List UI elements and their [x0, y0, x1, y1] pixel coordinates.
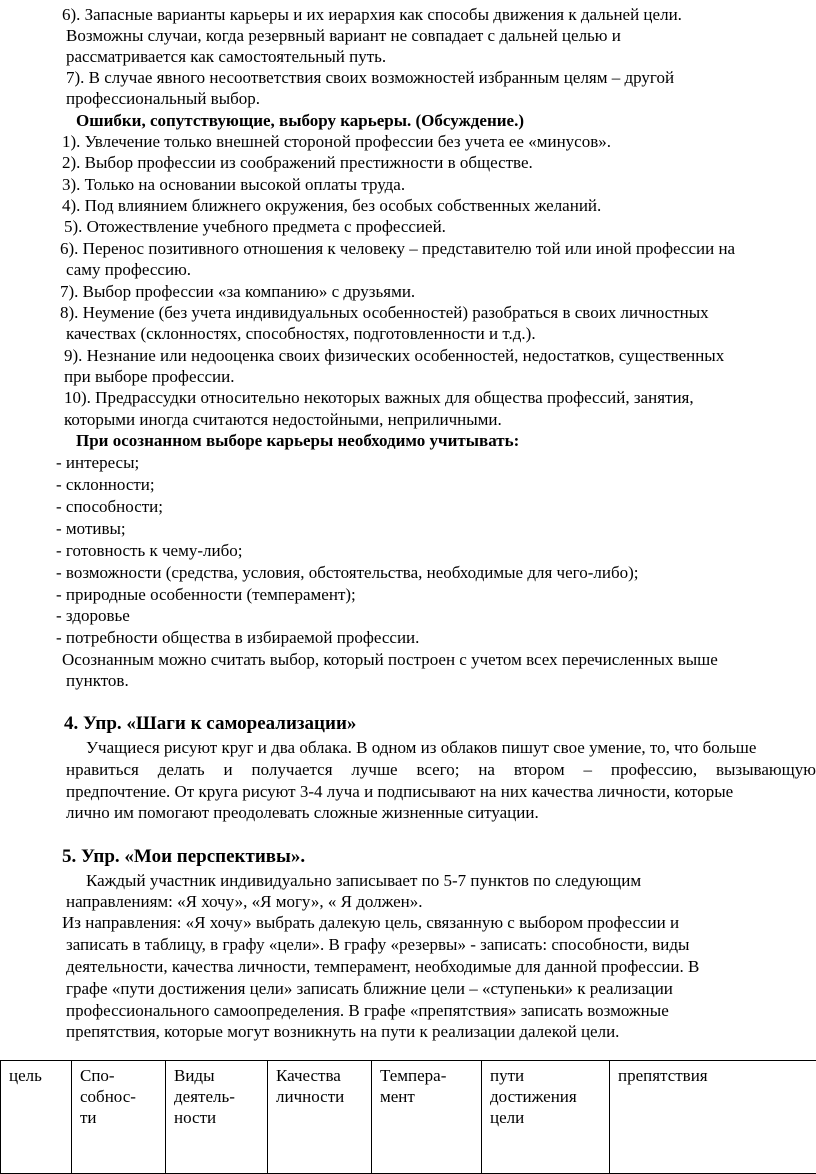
list-item: - природные особенности (темперамент);: [56, 584, 356, 605]
text-line: рассматривается как самостоятельный путь.: [66, 46, 386, 67]
goals-table: [0, 1060, 816, 1174]
list-item: - потребности общества в избираемой профессии.: [56, 627, 419, 648]
word: –: [583, 759, 592, 780]
list-item: 6). Перенос позитивного отношения к человеку – представителю той или иной профессии на: [60, 238, 735, 259]
text-line: предпочтение. От круга рисуют 3-4 луча и подписывают на них качества личности, которые: [66, 781, 733, 802]
text-line: деятельности, качества личности, темперамент, необходимые для данной профессии. В: [66, 956, 699, 977]
list-item: - мотивы;: [56, 518, 126, 539]
text-line: графе «пути достижения цели» записать ближние цели – «ступеньки» к реализации: [66, 978, 673, 999]
table-header-cell: Спо- собнос- ти: [72, 1061, 166, 1174]
exercise-4-heading: 4. Упр. «Шаги к самореализации»: [64, 713, 356, 734]
table-header-cell: Темпера- мент: [372, 1061, 482, 1174]
table-header-row: [1, 1061, 816, 1174]
text-line: лично им помогают преодолевать сложные жизненные ситуации.: [66, 802, 539, 823]
text-line: качествах (склонностях, способностях, подготовленности и т.д.).: [66, 323, 536, 344]
list-item: - готовность к чему-либо;: [56, 540, 242, 561]
text-line: 7). В случае явного несоответствия своих возможностей избранным целям – другой: [66, 67, 674, 88]
text-line: препятствия, которые могут возникнуть на пути к реализации далекой цели.: [66, 1021, 619, 1042]
exercise-5-heading: 5. Упр. «Мои перспективы».: [62, 846, 305, 867]
table-header-cell: цель: [1, 1061, 72, 1174]
list-item: - возможности (средства, условия, обстоятельства, необходимые для чего-либо);: [56, 562, 638, 583]
table-header-cell: Виды деятель- ности: [166, 1061, 268, 1174]
text-line: Возможны случаи, когда резервный вариант не совпадает с дальней целью и: [66, 25, 621, 46]
list-item: - интересы;: [56, 452, 139, 473]
section-heading: При осознанном выборе карьеры необходимо учитывать:: [76, 430, 519, 451]
text-line: Учащиеся рисуют круг и два облака. В одном из облаков пишут свое умение, то, что больше: [86, 737, 756, 758]
word: делать: [158, 759, 205, 780]
text-line: Осознанным можно считать выбор, который построен с учетом всех перечисленных выше: [62, 649, 718, 670]
table-header-cell: препятствия: [610, 1061, 816, 1174]
word: профессию,: [611, 759, 697, 780]
table-header-cell: пути достижения цели: [482, 1061, 610, 1174]
text-line: профессионального самоопределения. В графе «препятствия» записать возможные: [66, 1000, 669, 1021]
list-item: - здоровье: [56, 605, 130, 626]
list-item: - способности;: [56, 496, 163, 517]
text-line: при выборе профессии.: [64, 366, 234, 387]
list-item: 8). Неумение (без учета индивидуальных особенностей) разобраться в своих личностных: [60, 302, 709, 323]
list-item: 4). Под влиянием ближнего окружения, без особых собственных желаний.: [62, 195, 601, 216]
list-item: 2). Выбор профессии из соображений престижности в обществе.: [62, 152, 533, 173]
word: втором: [514, 759, 565, 780]
word: лучше: [351, 759, 397, 780]
list-item: - склонности;: [56, 474, 155, 495]
text-line: пунктов.: [66, 670, 129, 691]
list-item: 10). Предрассудки относительно некоторых важных для общества профессий, занятия,: [64, 387, 694, 408]
text-line: саму профессию.: [66, 259, 191, 280]
list-item: 7). Выбор профессии «за компанию» с друзьями.: [60, 281, 415, 302]
text-line: Каждый участник индивидуально записывает по 5-7 пунктов по следующим: [86, 870, 641, 891]
word: вызывающую: [716, 759, 816, 780]
list-item: 9). Незнание или недооценка своих физических особенностей, недостатков, существенных: [64, 345, 724, 366]
section-heading: Ошибки, сопутствующие, выбору карьеры. (Обсуждение.): [76, 110, 524, 131]
list-item: 3). Только на основании высокой оплаты труда.: [62, 174, 405, 195]
justified-text-line: [66, 759, 816, 780]
word: всего;: [416, 759, 459, 780]
text-line: Из направления: «Я хочу» выбрать далекую цель, связанную с выбором профессии и: [62, 912, 679, 933]
word: и: [224, 759, 233, 780]
text-line: которыми иногда считаются недостойными, неприличными.: [64, 409, 502, 430]
text-line: направлениям: «Я хочу», «Я могу», « Я должен».: [66, 891, 423, 912]
word: нравиться: [66, 759, 139, 780]
table-header-cell: Качества личности: [268, 1061, 372, 1174]
text-line: профессиональный выбор.: [66, 88, 260, 109]
text-line: 6). Запасные варианты карьеры и их иерархия как способы движения к дальней цели.: [62, 4, 682, 25]
word: на: [478, 759, 495, 780]
word: получается: [252, 759, 333, 780]
list-item: 1). Увлечение только внешней стороной профессии без учета ее «минусов».: [62, 131, 611, 152]
list-item: 5). Отожествление учебного предмета с профессией.: [64, 216, 446, 237]
text-line: записать в таблицу, в графу «цели». В графу «резервы» - записать: способности, виды: [66, 934, 689, 955]
